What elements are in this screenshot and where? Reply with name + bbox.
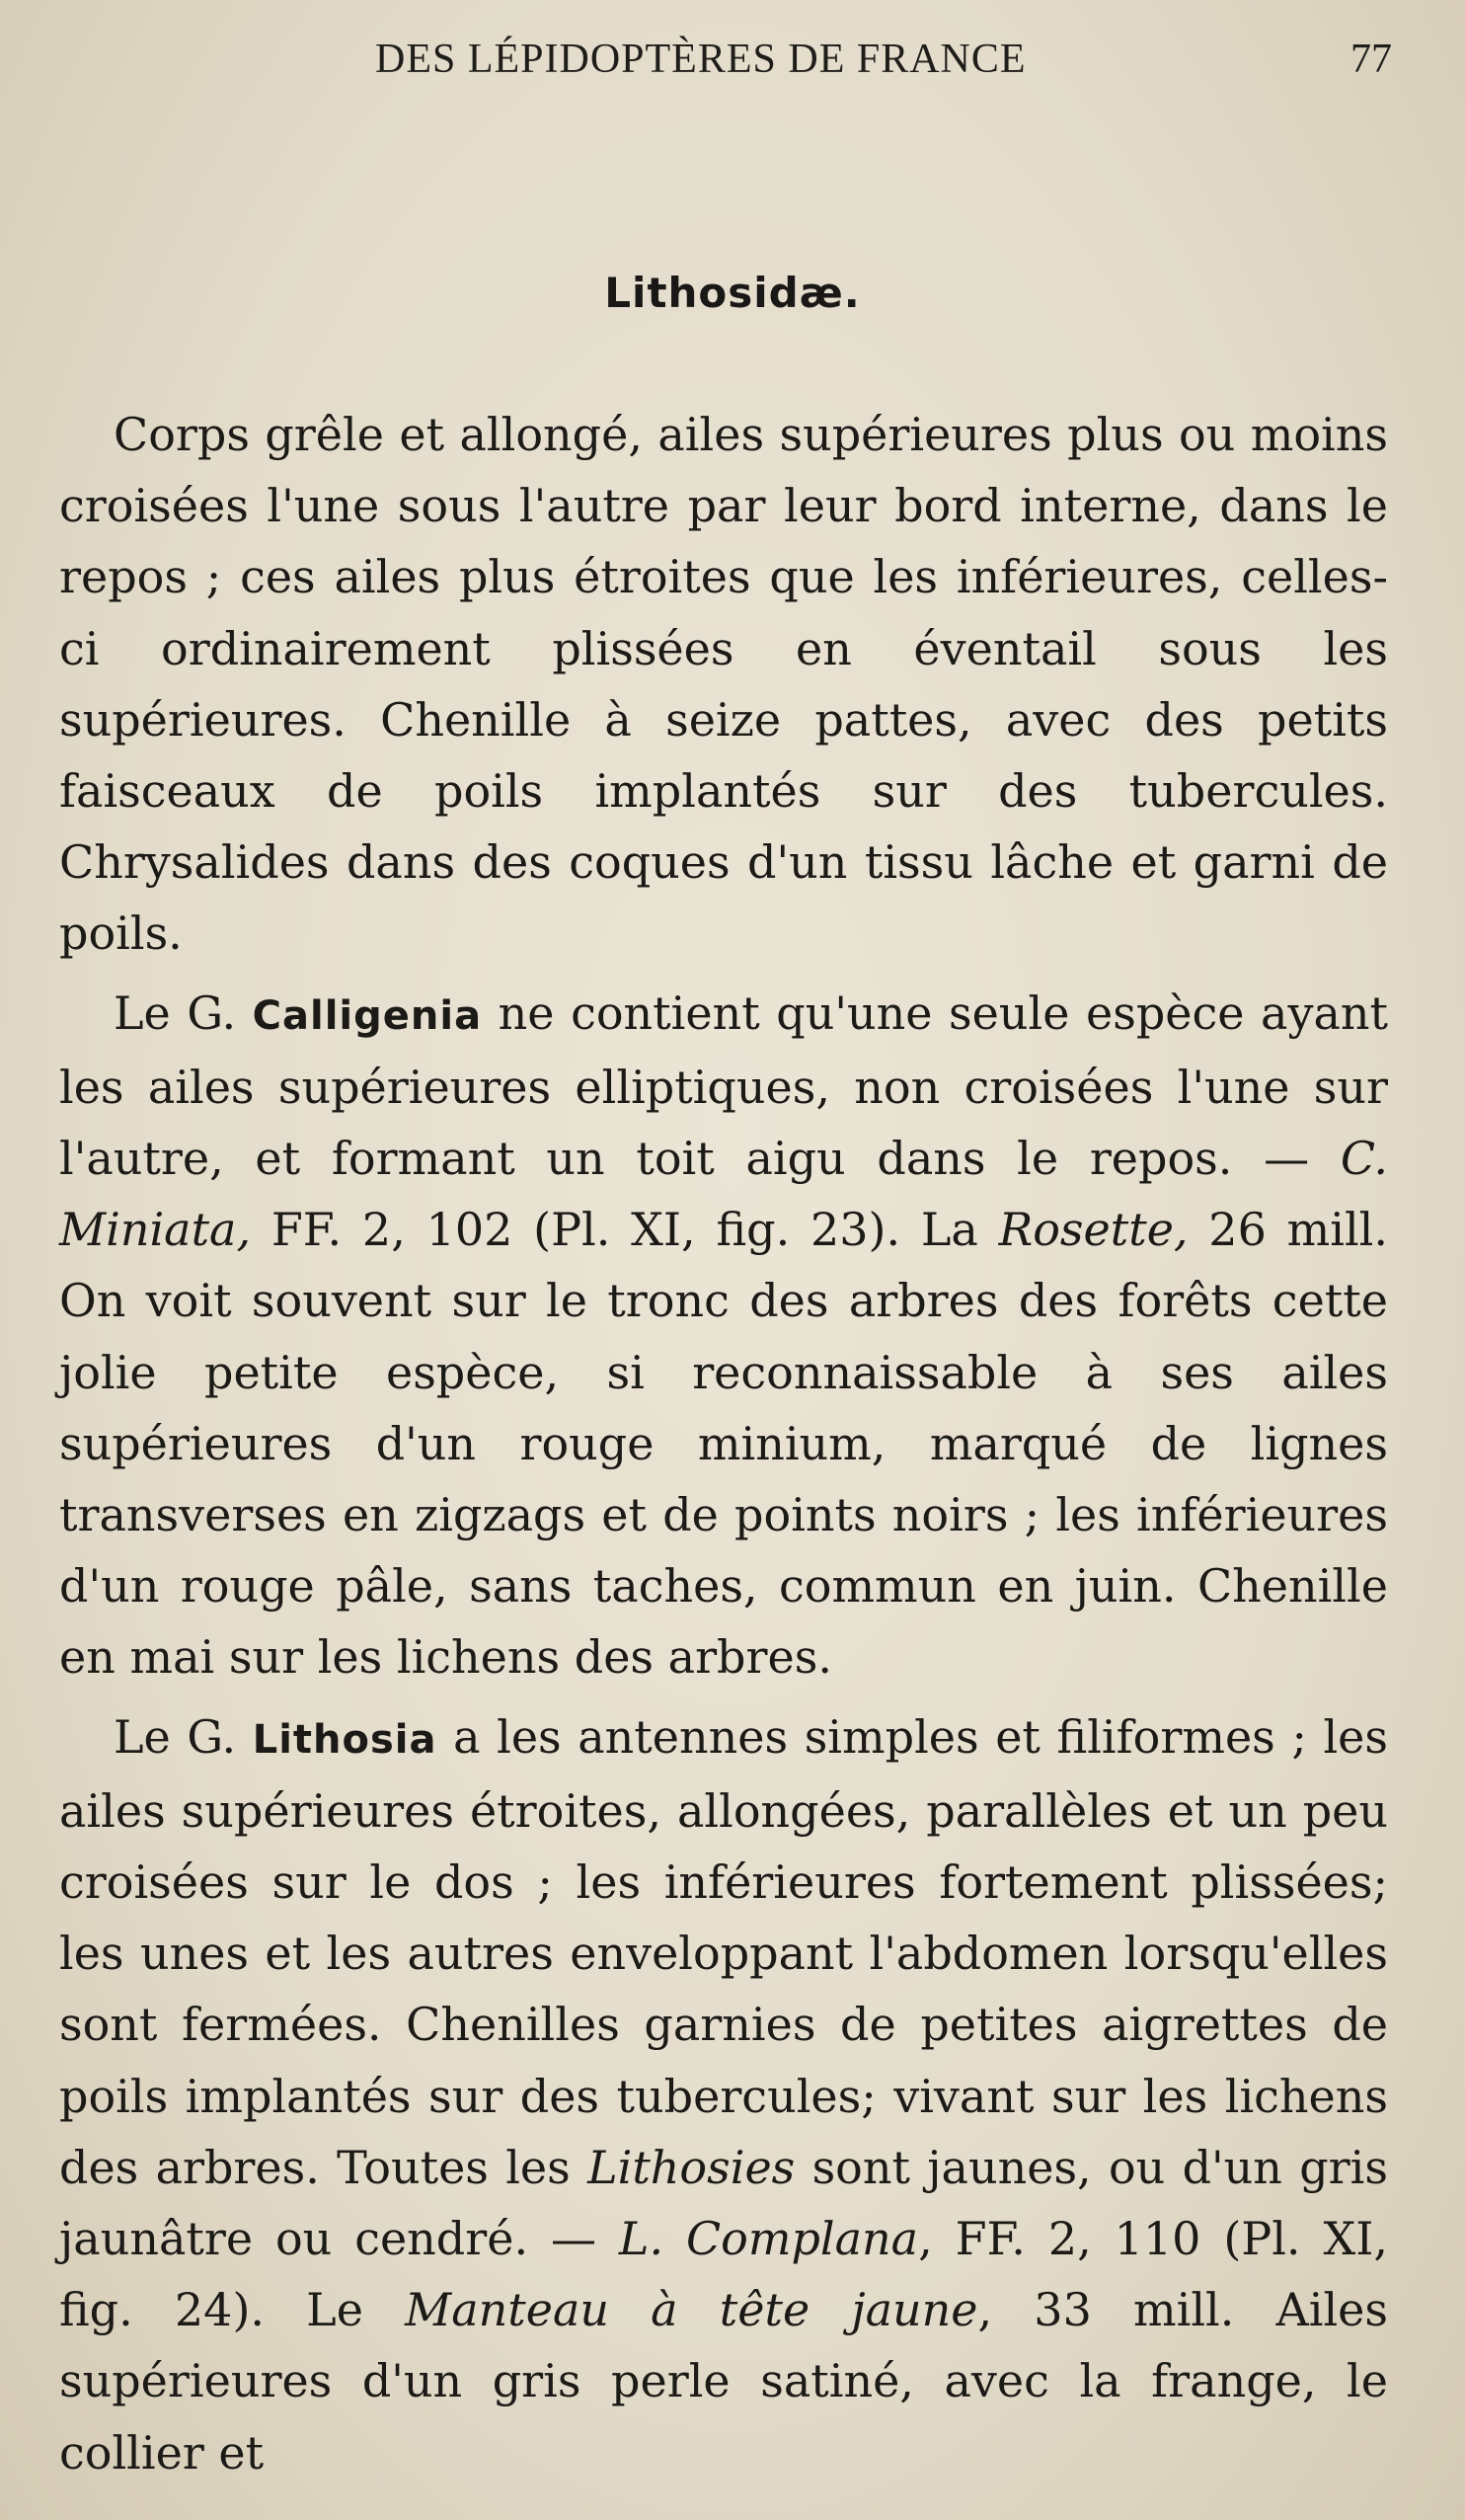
common-name-rosette: Rosette, — [998, 1203, 1189, 1257]
paragraph-text: Corps grêle et allongé, ailes supérieures plus ou moins croisées l'une sous l'autre par leur bord interne, dans le repos ; ces ailes plus étroites que les inférieures, celles-ci ordinairement plissées en éventail sous les supérieures. Chenille à seize pattes, avec des petits faisceaux de poils implantés sur des tubercules. Chrysalides dans des coques d'un tissu lâche et garni de poils. — [59, 408, 1388, 961]
paragraph-text: sont jaunes, ou d'un gris jaunâtre ou cendré. — — [59, 2140, 1388, 2266]
running-title: DES LÉPIDOPTÈRES DE FRANCE — [375, 37, 1027, 82]
paragraph-text: FF. 2, 102 (Pl. XI, fig. 23). La — [251, 1203, 999, 1257]
species-name-miniata: C. Miniata, — [59, 1132, 1388, 1257]
paragraph-text: 26 mill. On voit souvent sur le tronc des arbres des forêts cette jolie petite espèce, si reconnaissable à ses ailes supérieures d'un rouge minium, marqué de lignes transverses en zigzags et de points noirs ; les inférieures d'un rouge pâle, sans taches, commun en juin. Chenille en mai sur les lichens des arbres. — [59, 1203, 1388, 1685]
paragraph-lithosia — [59, 1701, 1388, 2488]
paragraph-lead: Le G. — [114, 1709, 253, 1764]
genus-name-lithosia: Lithosia — [252, 1716, 437, 1763]
page-number: 77 — [1350, 37, 1392, 82]
paragraph-text: , FF. 2, 110 (Pl. XI, fig. 24). Le — [59, 2212, 1388, 2337]
common-name-manteau: Manteau à tête jaune — [405, 2283, 978, 2337]
paragraph-text: a les antennes simples et filiformes ; les ailes supérieures étroites, allongées, parallèles et un peu croisées sur le dos ; les inférieures fortement plissées; les unes et les autres enveloppant l'abdomen lorsqu'elles sont fermées. Chenilles garnies de petites aigrettes de poils implantés sur des tubercules; vivant sur les lichens des arbres. Toutes les — [59, 1709, 1389, 2194]
paragraph-lithosidae-description — [59, 399, 1388, 970]
section-title: Lithosidæ. — [604, 269, 861, 317]
paragraph-text: , 33 mill. Ailes supérieures d'un gris perle satiné, avec la frange, le collier et — [59, 2283, 1389, 2480]
paragraph-calligenia — [59, 978, 1388, 1693]
group-name-lithosies: Lithosies — [587, 2140, 796, 2194]
paragraph-text: ne contient qu'une seule espèce ayant les ailes supérieures elliptiques, non croisées l'une sur l'autre, et formant un toit aigu dans le repos. — — [59, 985, 1388, 1186]
genus-name-calligenia: Calligenia — [252, 992, 483, 1039]
paragraph-lead: Le G. — [114, 985, 253, 1040]
body-text — [59, 399, 1388, 2496]
species-name-complana: L. Complana — [618, 2212, 919, 2266]
